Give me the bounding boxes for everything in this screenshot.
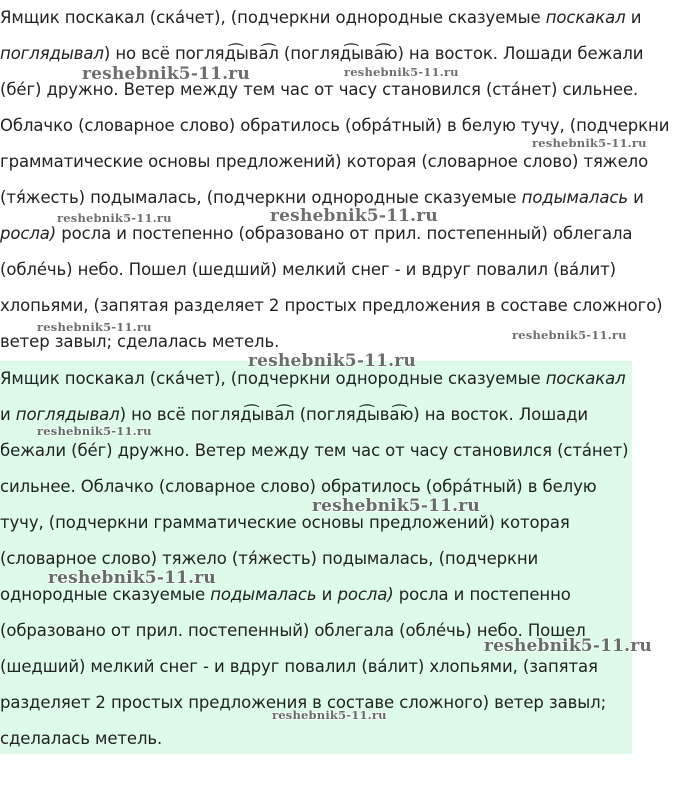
watermark: reshebnik5-11.ru [532,136,647,150]
watermark: reshebnik5-11.ru [37,320,152,334]
text-span: и [625,8,642,27]
watermark: reshebnik5-11.ru [82,64,250,84]
text-span: ) но всё погляд͡ыва͡л (погляд͡ыва͡ю) на восток. Лошади бежали (бе́г) дружно. Ветер между тем час от часу становился (ста́нет) сильнее. Облачко (словарное слово) обратилось (обра́тный) в белую тучу, (подчеркни грамматические основы предложений) которая (словарное слово) тяжело (тя́жесть) подымалась, (подчеркни однородные сказуемые [0,405,629,604]
italic-predicate: поскакал [545,369,626,388]
watermark: reshebnik5-11.ru [48,568,216,588]
paragraph-plain [0,0,678,360]
text-span: росла и постепенно (образовано от прил. постепенный) облегала (обле́чь) небо. Пошел (шедший) мелкий снег - и вдруг повалил (ва́лит) хлопьями, (запятая разделяет 2 простых предложения в составе сложного) ветер завыл; сделалась метель. [0,585,607,748]
text-span: росла и постепенно (образовано от прил. постепенный) облегала (обле́чь) небо. Пошел (шедший) мелкий снег - и вдруг повалил (ва́лит) хлопьями, (запятая разделяет 2 простых предложения в составе сложного) ветер завыл; сделалась метель. [0,224,663,351]
italic-predicate: росла) [0,224,57,243]
watermark: reshebnik5-11.ru [57,211,172,225]
watermark: reshebnik5-11.ru [344,65,459,79]
text-span: и [316,585,338,604]
watermark: reshebnik5-11.ru [484,636,652,656]
italic-predicate: поглядывал [0,44,104,63]
paragraph-highlight [0,361,632,757]
italic-predicate: поглядывал [15,405,120,424]
text-span: ) но всё погляд͡ыва͡л (погляд͡ыва͡ю) на восток. Лошади бежали (бе́г) дружно. Ветер между тем час от часу становился (ста́нет) сильнее. Облачко (словарное слово) обратилось (обра́тный) в белую тучу, (подчеркни грамматические основы предложений) которая (словарное слово) тяжело (тя́жесть) подымалась, (подчеркни однородные сказуемые [0,44,670,207]
watermark: reshebnik5-11.ru [248,351,416,371]
text-span: Ямщик поскакал (ска́чет), (подчеркни однородные сказуемые [0,369,546,388]
italic-predicate: поскакал [545,8,626,27]
answer-text-highlighted [0,361,632,754]
text-span: Ямщик поскакал (ска́чет), (подчеркни однородные сказуемые [0,8,546,27]
italic-predicate: подымалась [521,188,628,207]
answer-text-plain [0,0,678,360]
watermark: reshebnik5-11.ru [270,206,438,226]
italic-predicate: росла) [337,585,394,604]
italic-predicate: подымалась [210,585,317,604]
watermark: reshebnik5-11.ru [312,496,480,516]
text-span: и [0,405,16,424]
watermark: reshebnik5-11.ru [37,424,152,438]
watermark: reshebnik5-11.ru [512,328,627,342]
watermark: reshebnik5-11.ru [272,708,387,722]
text-span: и [627,188,644,207]
